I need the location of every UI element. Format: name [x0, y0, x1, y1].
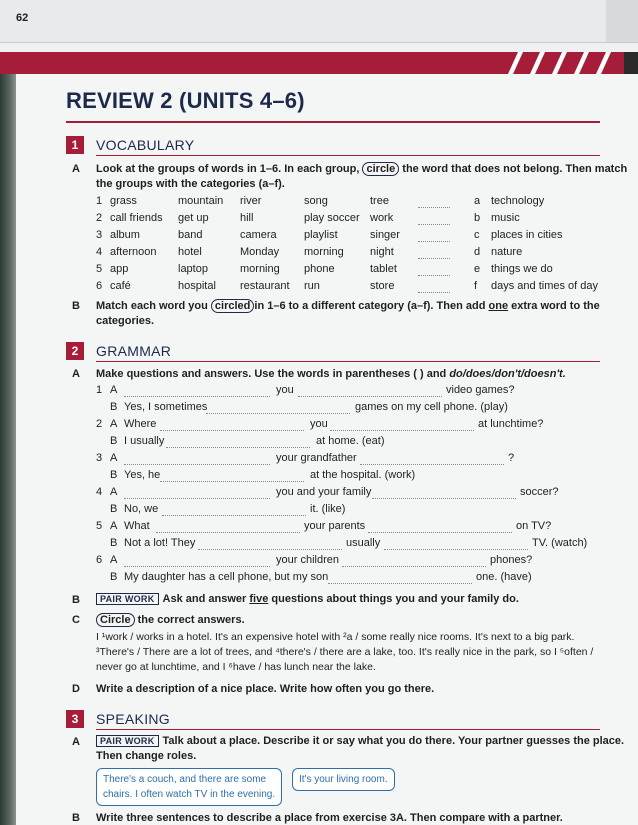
grammar-b-instruction: PAIR WORK Ask and answer five questions about things you and your family do. [96, 593, 519, 605]
answer-blank[interactable] [330, 430, 474, 431]
exercise-letter: A [72, 368, 80, 380]
item-text: My daughter has a cell phone, but my son [124, 571, 329, 583]
vocab-word[interactable]: phone [304, 263, 335, 275]
item-number: 5 [96, 520, 103, 532]
vocab-word[interactable]: band [178, 229, 203, 241]
vocab-group-number: 1 [96, 195, 103, 207]
speaker-label: B [110, 503, 118, 515]
answer-blank[interactable] [198, 549, 342, 550]
vocab-word[interactable]: tablet [370, 263, 397, 275]
category-answer-blank[interactable] [418, 258, 450, 259]
item-text: one. (have) [476, 571, 532, 583]
pair-work-tag: PAIR WORK [96, 735, 159, 747]
speaking-b-instruction: Write three sentences to describe a place from exercise 3A. Then compare with a partner. [96, 812, 563, 824]
vocab-group-number: 2 [96, 212, 103, 224]
item-text: at the hospital. (work) [310, 469, 416, 481]
answer-blank[interactable] [162, 515, 306, 516]
section-title-speaking: SPEAKING [96, 711, 170, 727]
answer-blank[interactable] [124, 464, 270, 465]
item-text: you and your family [276, 486, 372, 498]
answer-blank[interactable] [160, 430, 304, 431]
vocab-word[interactable]: morning [240, 263, 280, 275]
answer-blank[interactable] [124, 566, 270, 567]
vocab-word[interactable]: app [110, 263, 129, 275]
item-text: No, we [124, 503, 159, 515]
category-answer-blank[interactable] [418, 207, 450, 208]
vocab-word[interactable]: river [240, 195, 262, 207]
vocab-word[interactable]: play soccer [304, 212, 360, 224]
circled-keyword: circled [211, 299, 254, 313]
section-number-vocabulary: 1 [66, 136, 84, 154]
vocab-group-number: 5 [96, 263, 103, 275]
item-text: Yes, I sometimes [124, 401, 208, 413]
category-answer-blank[interactable] [418, 275, 450, 276]
grammar-c-passage-line2[interactable]: ³There's / There are a lot of trees, and ⁴there's / there are a lake, too. It's really nice in the park, so I ⁵often / [96, 646, 594, 658]
answer-blank[interactable] [328, 583, 472, 584]
speaker-label: B [110, 401, 118, 413]
item-text: soccer? [520, 486, 559, 498]
grammar-c-instruction: Circle the correct answers. [96, 614, 245, 626]
item-number: 1 [96, 384, 103, 396]
vocab-word[interactable]: laptop [178, 263, 208, 275]
item-text: you [310, 418, 328, 430]
section-title-grammar: GRAMMAR [96, 343, 172, 359]
answer-blank[interactable] [342, 566, 486, 567]
grammar-c-passage-line3[interactable]: never go at lunchtime, and I ⁶have / has lunch near the lake. [96, 661, 376, 673]
vocab-word[interactable]: café [110, 280, 131, 292]
item-number: 3 [96, 452, 103, 464]
vocab-word[interactable]: afternoon [110, 246, 157, 258]
vocab-word[interactable]: hospital [178, 280, 216, 292]
speaker-label: A [110, 384, 118, 396]
answer-blank[interactable] [124, 396, 270, 397]
category-letter: c [474, 229, 480, 241]
section-number-speaking: 3 [66, 710, 84, 728]
answer-blank[interactable] [160, 481, 304, 482]
vocab-group-number: 3 [96, 229, 103, 241]
item-text: What [124, 520, 150, 532]
vocab-word[interactable]: hill [240, 212, 254, 224]
vocab-word[interactable]: call friends [110, 212, 163, 224]
vocab-b-instruction-line2: categories. [96, 315, 155, 327]
category-answer-blank[interactable] [418, 224, 450, 225]
item-text: on TV? [516, 520, 552, 532]
item-text: ? [508, 452, 515, 464]
item-text: your grandfather [276, 452, 357, 464]
vocab-word[interactable]: singer [370, 229, 400, 241]
category-answer-blank[interactable] [418, 292, 450, 293]
exercise-letter: A [72, 163, 80, 175]
title-underline [66, 121, 600, 123]
circle-keyword: Circle [96, 613, 135, 627]
item-text: usually [346, 537, 381, 549]
speaker-label: B [110, 537, 118, 549]
vocab-a-instruction: Look at the groups of words in 1–6. In each group, circle the word that does not belong. Then match [96, 163, 628, 175]
category-letter: a [474, 195, 481, 207]
item-text: your parents [304, 520, 366, 532]
category-label: places in cities [491, 229, 563, 241]
vocab-word[interactable]: tree [370, 195, 389, 207]
item-text: video games? [446, 384, 515, 396]
vocab-word[interactable]: mountain [178, 195, 224, 207]
vocab-word[interactable]: hotel [178, 246, 202, 258]
header-band-end [624, 52, 638, 74]
vocab-word[interactable]: night [370, 246, 394, 258]
grammar-d-instruction: Write a description of a nice place. Write how often you go there. [96, 683, 435, 695]
item-text: Where [124, 418, 157, 430]
item-text: Yes, he [124, 469, 161, 481]
item-text: Not a lot! They [124, 537, 196, 549]
speaking-a-instruction-line2: Then change roles. [96, 750, 197, 762]
item-text: your children [276, 554, 339, 566]
exercise-letter: D [72, 683, 80, 695]
item-number: 2 [96, 418, 103, 430]
exercise-letter: B [72, 594, 80, 606]
vocab-word[interactable]: song [304, 195, 328, 207]
category-label: music [491, 212, 520, 224]
vocab-word[interactable]: work [370, 212, 394, 224]
category-letter: e [474, 263, 481, 275]
speaker-label: A [110, 418, 118, 430]
speaker-label: B [110, 571, 118, 583]
vocab-word[interactable]: grass [110, 195, 137, 207]
exercise-letter: A [72, 736, 80, 748]
speaker-label: B [110, 435, 118, 447]
answer-blank[interactable] [298, 396, 442, 397]
speech-bubble-guess: It's your living room. [292, 768, 395, 791]
answer-blank[interactable] [360, 464, 504, 465]
section-rule [96, 155, 600, 156]
speaking-a-instruction: PAIR WORK Talk about a place. Describe it or say what you do there. Your partner guesses the place. [96, 735, 624, 747]
section-title-vocabulary: VOCABULARY [96, 137, 195, 153]
page-title: REVIEW 2 (UNITS 4–6) [66, 88, 305, 113]
vocab-group-number: 4 [96, 246, 103, 258]
answer-blank[interactable] [124, 498, 270, 499]
category-label: days and times of day [491, 280, 599, 292]
speaker-label: A [110, 554, 118, 566]
grammar-a-instruction: Make questions and answers. Use the words in parentheses ( ) and do/does/don't/doesn't. [96, 368, 566, 380]
item-text: TV. (watch) [532, 537, 588, 549]
category-label: nature [491, 246, 523, 258]
vocab-word[interactable]: Monday [240, 246, 280, 258]
vocab-word[interactable]: morning [304, 246, 344, 258]
category-answer-blank[interactable] [418, 241, 450, 242]
book-spine [606, 0, 638, 42]
category-letter: d [474, 246, 481, 258]
vocab-word[interactable]: camera [240, 229, 277, 241]
grammar-c-passage-line1[interactable]: I ¹work / works in a hotel. It's an expensive hotel with ²a / some really nice rooms. It's next to a big park. [96, 631, 575, 643]
section-rule [96, 361, 600, 362]
vocab-word[interactable]: restaurant [240, 280, 290, 292]
category-letter: f [474, 280, 478, 292]
vocab-b-instruction: Match each word you circled in 1–6 to a different category (a–f). Then add one extra word to the [96, 300, 600, 312]
speaker-label: A [110, 486, 118, 498]
vocab-word[interactable]: run [304, 280, 320, 292]
answer-blank[interactable] [166, 447, 310, 448]
previous-page-strip [0, 0, 638, 43]
item-number: 6 [96, 554, 103, 566]
item-text: at lunchtime? [478, 418, 544, 430]
item-text: you [276, 384, 294, 396]
answer-blank[interactable] [206, 413, 350, 414]
speaker-label: A [110, 520, 118, 532]
page-number: 62 [16, 12, 29, 24]
speech-bubble-description: There's a couch, and there are some chairs. I often watch TV in the evening. [96, 768, 282, 806]
vocab-group-number: 6 [96, 280, 103, 292]
vocab-word[interactable]: store [370, 280, 395, 292]
speaker-label: B [110, 469, 118, 481]
vocab-word[interactable]: album [110, 229, 140, 241]
vocab-a-instruction-line2: the groups with the categories (a–f). [96, 178, 285, 190]
item-text: I usually [124, 435, 165, 447]
section-number-grammar: 2 [66, 342, 84, 360]
book-cover-edge [0, 74, 16, 825]
category-label: things we do [491, 263, 553, 275]
exercise-letter: C [72, 614, 80, 626]
pair-work-tag: PAIR WORK [96, 593, 159, 605]
category-label: technology [491, 195, 545, 207]
vocab-word[interactable]: playlist [304, 229, 338, 241]
speaker-label: A [110, 452, 118, 464]
vocab-word[interactable]: get up [178, 212, 209, 224]
item-number: 4 [96, 486, 103, 498]
answer-blank[interactable] [368, 532, 512, 533]
item-text: games on my cell phone. (play) [355, 401, 508, 413]
answer-blank[interactable] [384, 549, 528, 550]
item-text: it. (like) [310, 503, 346, 515]
category-letter: b [474, 212, 481, 224]
answer-blank[interactable] [156, 532, 300, 533]
exercise-letter: B [72, 812, 80, 824]
exercise-letter: B [72, 300, 80, 312]
answer-blank[interactable] [372, 498, 516, 499]
circle-keyword: circle [362, 162, 399, 176]
item-text: phones? [490, 554, 533, 566]
item-text: at home. (eat) [316, 435, 385, 447]
header-stripes-decoration [496, 52, 616, 74]
section-rule [96, 729, 600, 730]
